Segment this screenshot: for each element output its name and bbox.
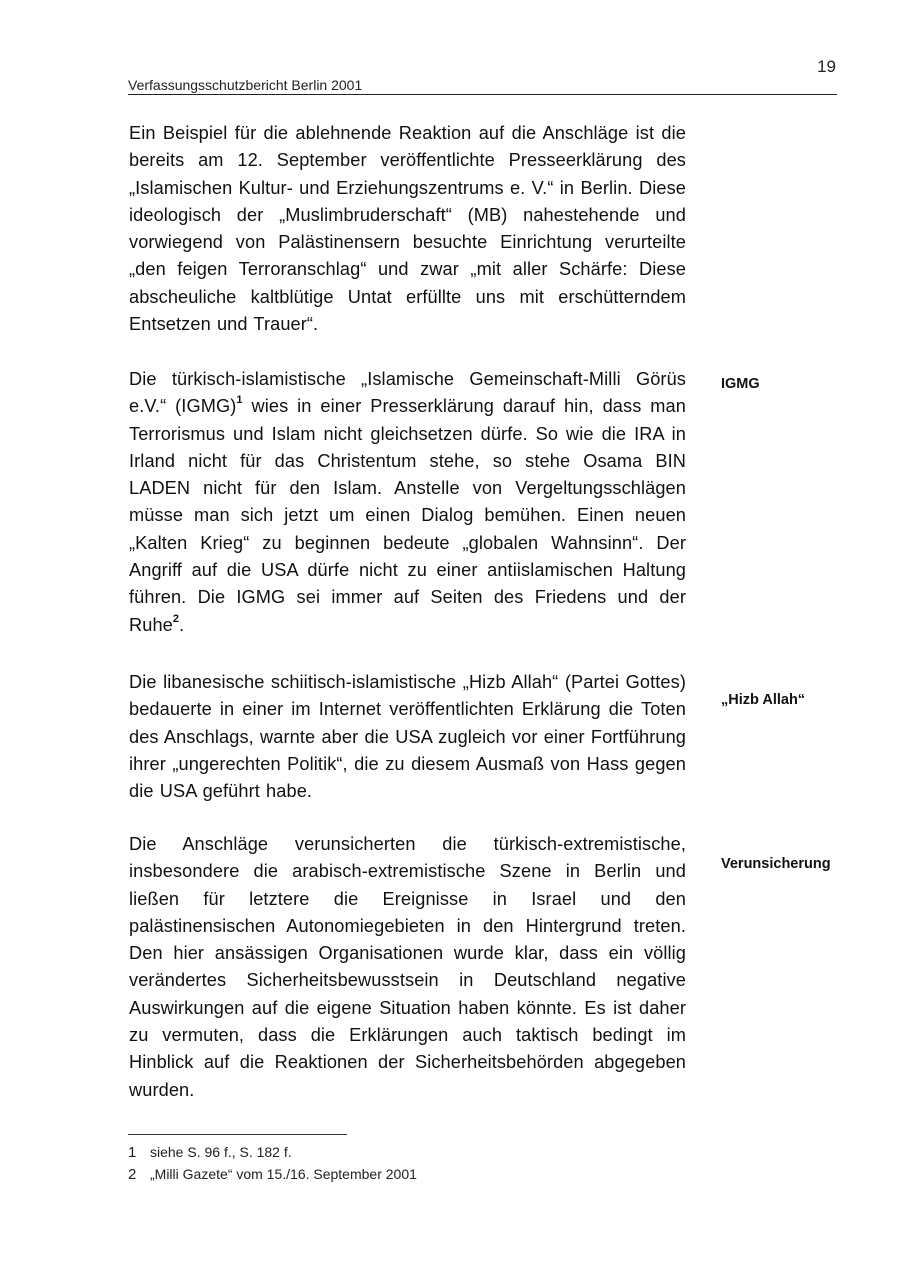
footnote-ref-1: 1 xyxy=(236,394,243,407)
footnote-2-text: „Milli Gazete“ vom 15./16. September 2001 xyxy=(150,1166,417,1182)
footnote-2-number: 2 xyxy=(128,1166,137,1183)
page-number: 19 xyxy=(817,57,836,76)
footnote-1 xyxy=(128,1144,292,1161)
footnote-1-text: siehe S. 96 f., S. 182 f. xyxy=(150,1144,292,1160)
margin-note-igmg: IGMG xyxy=(721,376,760,392)
footnote-ref-2: 2 xyxy=(172,612,180,625)
footnote-divider xyxy=(128,1134,347,1135)
paragraph-1: Ein Beispiel für die ablehnende Reaktion auf die Anschläge ist die bereits am 12. September veröffentlichte Presseerklärung des „Islamischen Kultur- und Erziehungszentrums e. V.“ in Berlin. Diese ideologisch der „Muslimbruderschaft“ (MB) nahestehende und vorwiegend von Palästinensern besuchte Einrichtung verurteilte „den feigen Terroranschlag“ und zwar „mit aller Schärfe: Diese abscheuliche kaltblütige Untat erfüllte uns mit erschütterndem Entsetzen und Trauer“. xyxy=(129,123,686,335)
footnote-1-number: 1 xyxy=(128,1144,137,1161)
paragraph-2-text-c: . xyxy=(179,614,185,635)
paragraph-2-text-b: wies in einer Presserklärung darauf hin, dass man Terrorismus und Islam nicht gleichsetzen dürfe. So wie die IRA in Irland nicht für das Christentum stehe, so stehe Osama BIN LADEN nicht für den Islam. Anstelle von Vergeltungsschlägen müsse man sich jetzt um einen Dialog bemühen. Einen neuen „Kalten Krieg“ zu beginnen bedeute „globalen Wahnsinn“. Der Angriff auf die USA dürfe nicht zu einer antiislamischen Haltung führen. Die IGMG sei immer auf Seiten des Friedens und der Ruhe xyxy=(129,396,686,635)
paragraph-4: Die Anschläge verunsicherten die türkisch-extremistische, insbesondere die arabisch-extremistische Szene in Berlin und ließen für letztere die Ereignisse in Israel und den palästinensischen Autonomiegebieten in den Hintergrund treten. Den hier ansässigen Organisationen wurde klar, dass ein völlig verändertes Sicherheitsbewusstsein in Deutschland negative Auswirkungen auf die eigene Situation haben könnte. Es ist daher zu vermuten, dass die Erklärungen auch taktisch bedingt im Hinblick auf die Reaktionen der Sicherheitsbehörden abgegeben wurden. xyxy=(129,834,686,1100)
running-header: Verfassungsschutzbericht Berlin 2001 xyxy=(128,77,363,93)
margin-note-hizb-allah: „Hizb Allah“ xyxy=(721,692,806,708)
paragraph-3: Die libanesische schiitisch-islamistische „Hizb Allah“ (Partei Gottes) bedauerte in einer im Internet veröffentlichten Erklärung die Toten des Anschlags, warnte aber die USA zugleich vor einer Fortführung ihrer „ungerechten Politik“, die zu diesem Ausmaß von Hass gegen die USA geführt habe. xyxy=(129,672,686,802)
paragraph-2-text-a: Die türkisch-islamistische „Islamische Gemeinschaft-Milli Görüs e.V.“ (IGMG) xyxy=(129,369,686,417)
margin-note-verunsicherung: Verunsicherung xyxy=(721,856,831,872)
footnote-2 xyxy=(128,1166,417,1183)
header-divider xyxy=(128,94,837,95)
paragraph-2 xyxy=(129,366,686,639)
